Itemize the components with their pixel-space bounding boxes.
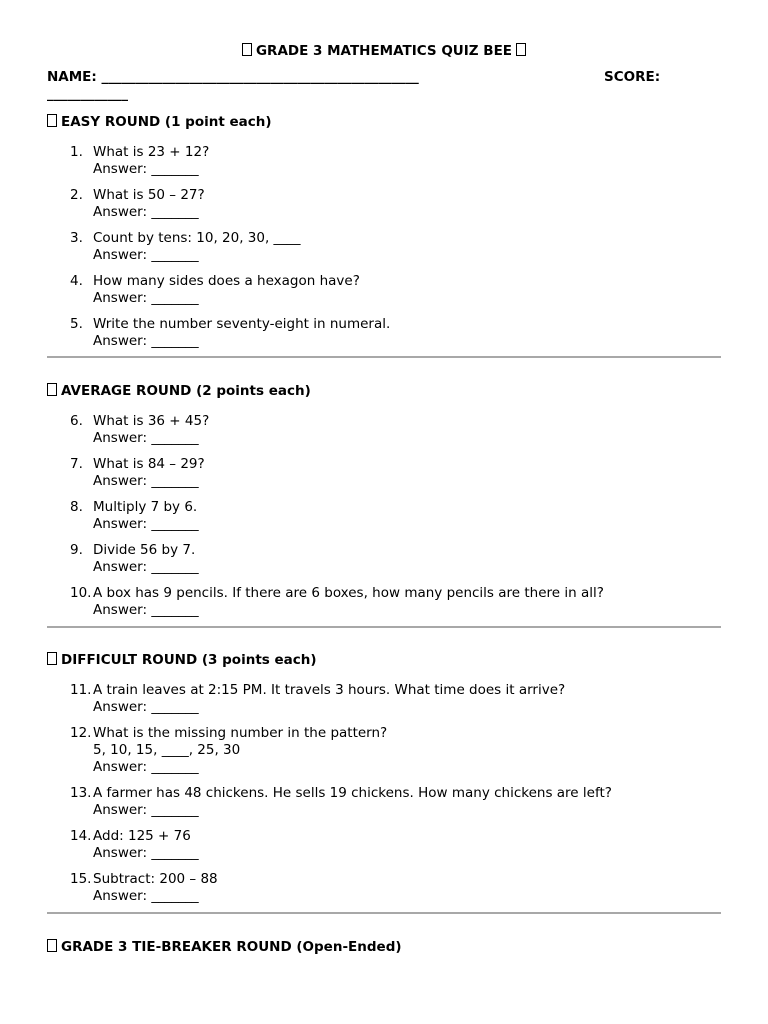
score-label: SCORE: — [604, 69, 661, 85]
average-round-section — [47, 382, 722, 619]
section-divider — [47, 626, 721, 628]
answer-blank: Answer: _______ — [93, 473, 199, 489]
difficult-round-section — [47, 651, 722, 905]
box-glyph-icon — [516, 43, 526, 56]
name-field: NAME: _______________________________________________ — [47, 69, 419, 85]
section-divider — [47, 356, 721, 358]
answer-blank: Answer: _______ — [93, 699, 199, 715]
answer-blank: Answer: _______ — [93, 430, 199, 446]
section-heading: AVERAGE ROUND (2 points each) — [47, 382, 722, 404]
answer-blank: Answer: _______ — [93, 161, 199, 177]
pattern-sequence: 5, 10, 15, ____, 25, 30 — [93, 742, 241, 758]
box-glyph-icon — [47, 114, 57, 127]
answer-blank: Answer: _______ — [93, 290, 199, 306]
page-title — [0, 43, 768, 59]
answer-blank: Answer: _______ — [93, 516, 199, 532]
answer-blank: Answer: _______ — [93, 802, 199, 818]
section-divider — [47, 912, 721, 914]
question-item: 4. How many sides does a hexagon have? Answer: _______ — [47, 273, 722, 307]
score-field: ____________ — [47, 86, 128, 102]
question-item: 6. What is 36 + 45? Answer: _______ — [47, 413, 722, 447]
question-item: 7. What is 84 – 29? Answer: _______ — [47, 456, 722, 490]
answer-blank: Answer: _______ — [93, 559, 199, 575]
box-glyph-icon — [242, 43, 252, 56]
box-glyph-icon — [47, 652, 57, 665]
answer-blank: Answer: _______ — [93, 247, 199, 263]
question-item: 1. What is 23 + 12? Answer: _______ — [47, 144, 722, 178]
question-item: 5. Write the number seventy-eight in numeral. Answer: _______ — [47, 316, 722, 350]
answer-blank: Answer: _______ — [93, 204, 199, 220]
question-item: 2. What is 50 – 27? Answer: _______ — [47, 187, 722, 221]
question-item: 10. A box has 9 pencils. If there are 6 boxes, how many pencils are there in all? Answer: _______ — [47, 585, 722, 619]
question-item: 14. Add: 125 + 76 Answer: _______ — [47, 828, 722, 862]
title-text: GRADE 3 MATHEMATICS QUIZ BEE — [255, 43, 513, 59]
answer-blank: Answer: _______ — [93, 333, 199, 349]
question-item: 3. Count by tens: 10, 20, 30, ____ Answer: _______ — [47, 230, 722, 264]
section-heading: DIFFICULT ROUND (3 points each) — [47, 651, 722, 673]
question-item: 8. Multiply 7 by 6. Answer: _______ — [47, 499, 722, 533]
box-glyph-icon — [47, 383, 57, 396]
section-heading: GRADE 3 TIE-BREAKER ROUND (Open-Ended) — [47, 938, 722, 960]
answer-blank: Answer: _______ — [93, 845, 199, 861]
answer-blank: Answer: _______ — [93, 602, 199, 618]
box-glyph-icon — [47, 939, 57, 952]
easy-round-section — [47, 113, 722, 350]
answer-blank: Answer: _______ — [93, 888, 199, 904]
question-item: 13. A farmer has 48 chickens. He sells 19 chickens. How many chickens are left? Answer: _______ — [47, 785, 722, 819]
question-item: 12. What is the missing number in the pattern? 5, 10, 15, ____, 25, 30 Answer: _______ — [47, 725, 722, 776]
answer-blank: Answer: _______ — [93, 759, 199, 775]
question-item: 9. Divide 56 by 7. Answer: _______ — [47, 542, 722, 576]
section-heading: EASY ROUND (1 point each) — [47, 113, 722, 135]
question-item: 15. Subtract: 200 – 88 Answer: _______ — [47, 871, 722, 905]
tie-breaker-section — [47, 938, 722, 960]
question-item: 11. A train leaves at 2:15 PM. It travels 3 hours. What time does it arrive? Answer: _______ — [47, 682, 722, 716]
